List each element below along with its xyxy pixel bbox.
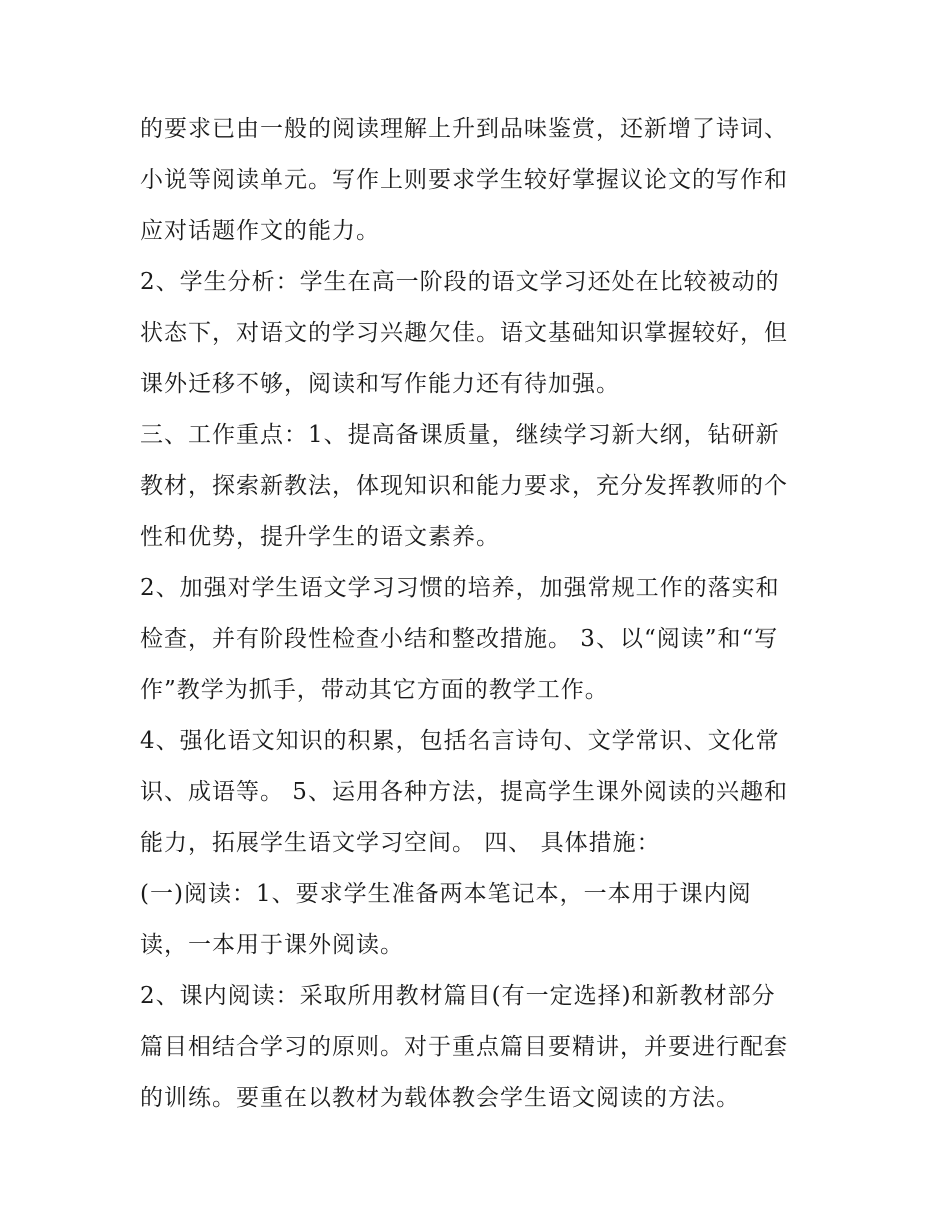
text-line: 4、强化语文知识的积累，包括名言诗句、文学常识、文化常 (140, 728, 780, 754)
document-body (140, 104, 830, 1124)
text-line: 能力，拓展学生语文学习空间。 四、 具体措施： (140, 830, 661, 856)
text-line: 三、工作重点：1、提高备课质量，继续学习新大纲，钻研新 (140, 422, 780, 448)
text-line: 2、课内阅读：采取所用教材篇目(有一定选择)和新教材部分 (140, 983, 776, 1009)
text-line: 检查，并有阶段性检查小结和整改措施。 3、以“阅读”和“写 (140, 626, 779, 652)
text-line: 应对话题作文的能力。 (140, 218, 380, 244)
text-line: 性和优势，提升学生的语文素养。 (140, 524, 500, 550)
text-line: 2、学生分析：学生在高一阶段的语文学习还处在比较被动的 (140, 269, 780, 295)
text-line: 的训练。要重在以教材为载体教会学生语文阅读的方法。 (140, 1085, 740, 1111)
text-line: (一)阅读：1、要求学生准备两本笔记本，一本用于课内阅 (140, 881, 752, 907)
text-line: 状态下，对语文的学习兴趣欠佳。语文基础知识掌握较好，但 (140, 320, 788, 346)
text-line: 教材，探索新教法，体现知识和能力要求，充分发挥教师的个 (140, 473, 788, 499)
text-line: 读，一本用于课外阅读。 (140, 932, 404, 958)
text-line: 的要求已由一般的阅读理解上升到品味鉴赏，还新增了诗词、 (140, 116, 788, 142)
text-line: 课外迁移不够，阅读和写作能力还有待加强。 (140, 371, 620, 397)
text-line: 小说等阅读单元。写作上则要求学生较好掌握议论文的写作和 (140, 167, 788, 193)
text-line: 识、成语等。 5、运用各种方法，提高学生课外阅读的兴趣和 (140, 779, 788, 805)
text-line: 2、加强对学生语文学习习惯的培养，加强常规工作的落实和 (140, 575, 780, 601)
text-line: 作”教学为抓手，带动其它方面的教学工作。 (140, 677, 609, 703)
text-line: 篇目相结合学习的原则。对于重点篇目要精讲，并要进行配套 (140, 1034, 788, 1060)
